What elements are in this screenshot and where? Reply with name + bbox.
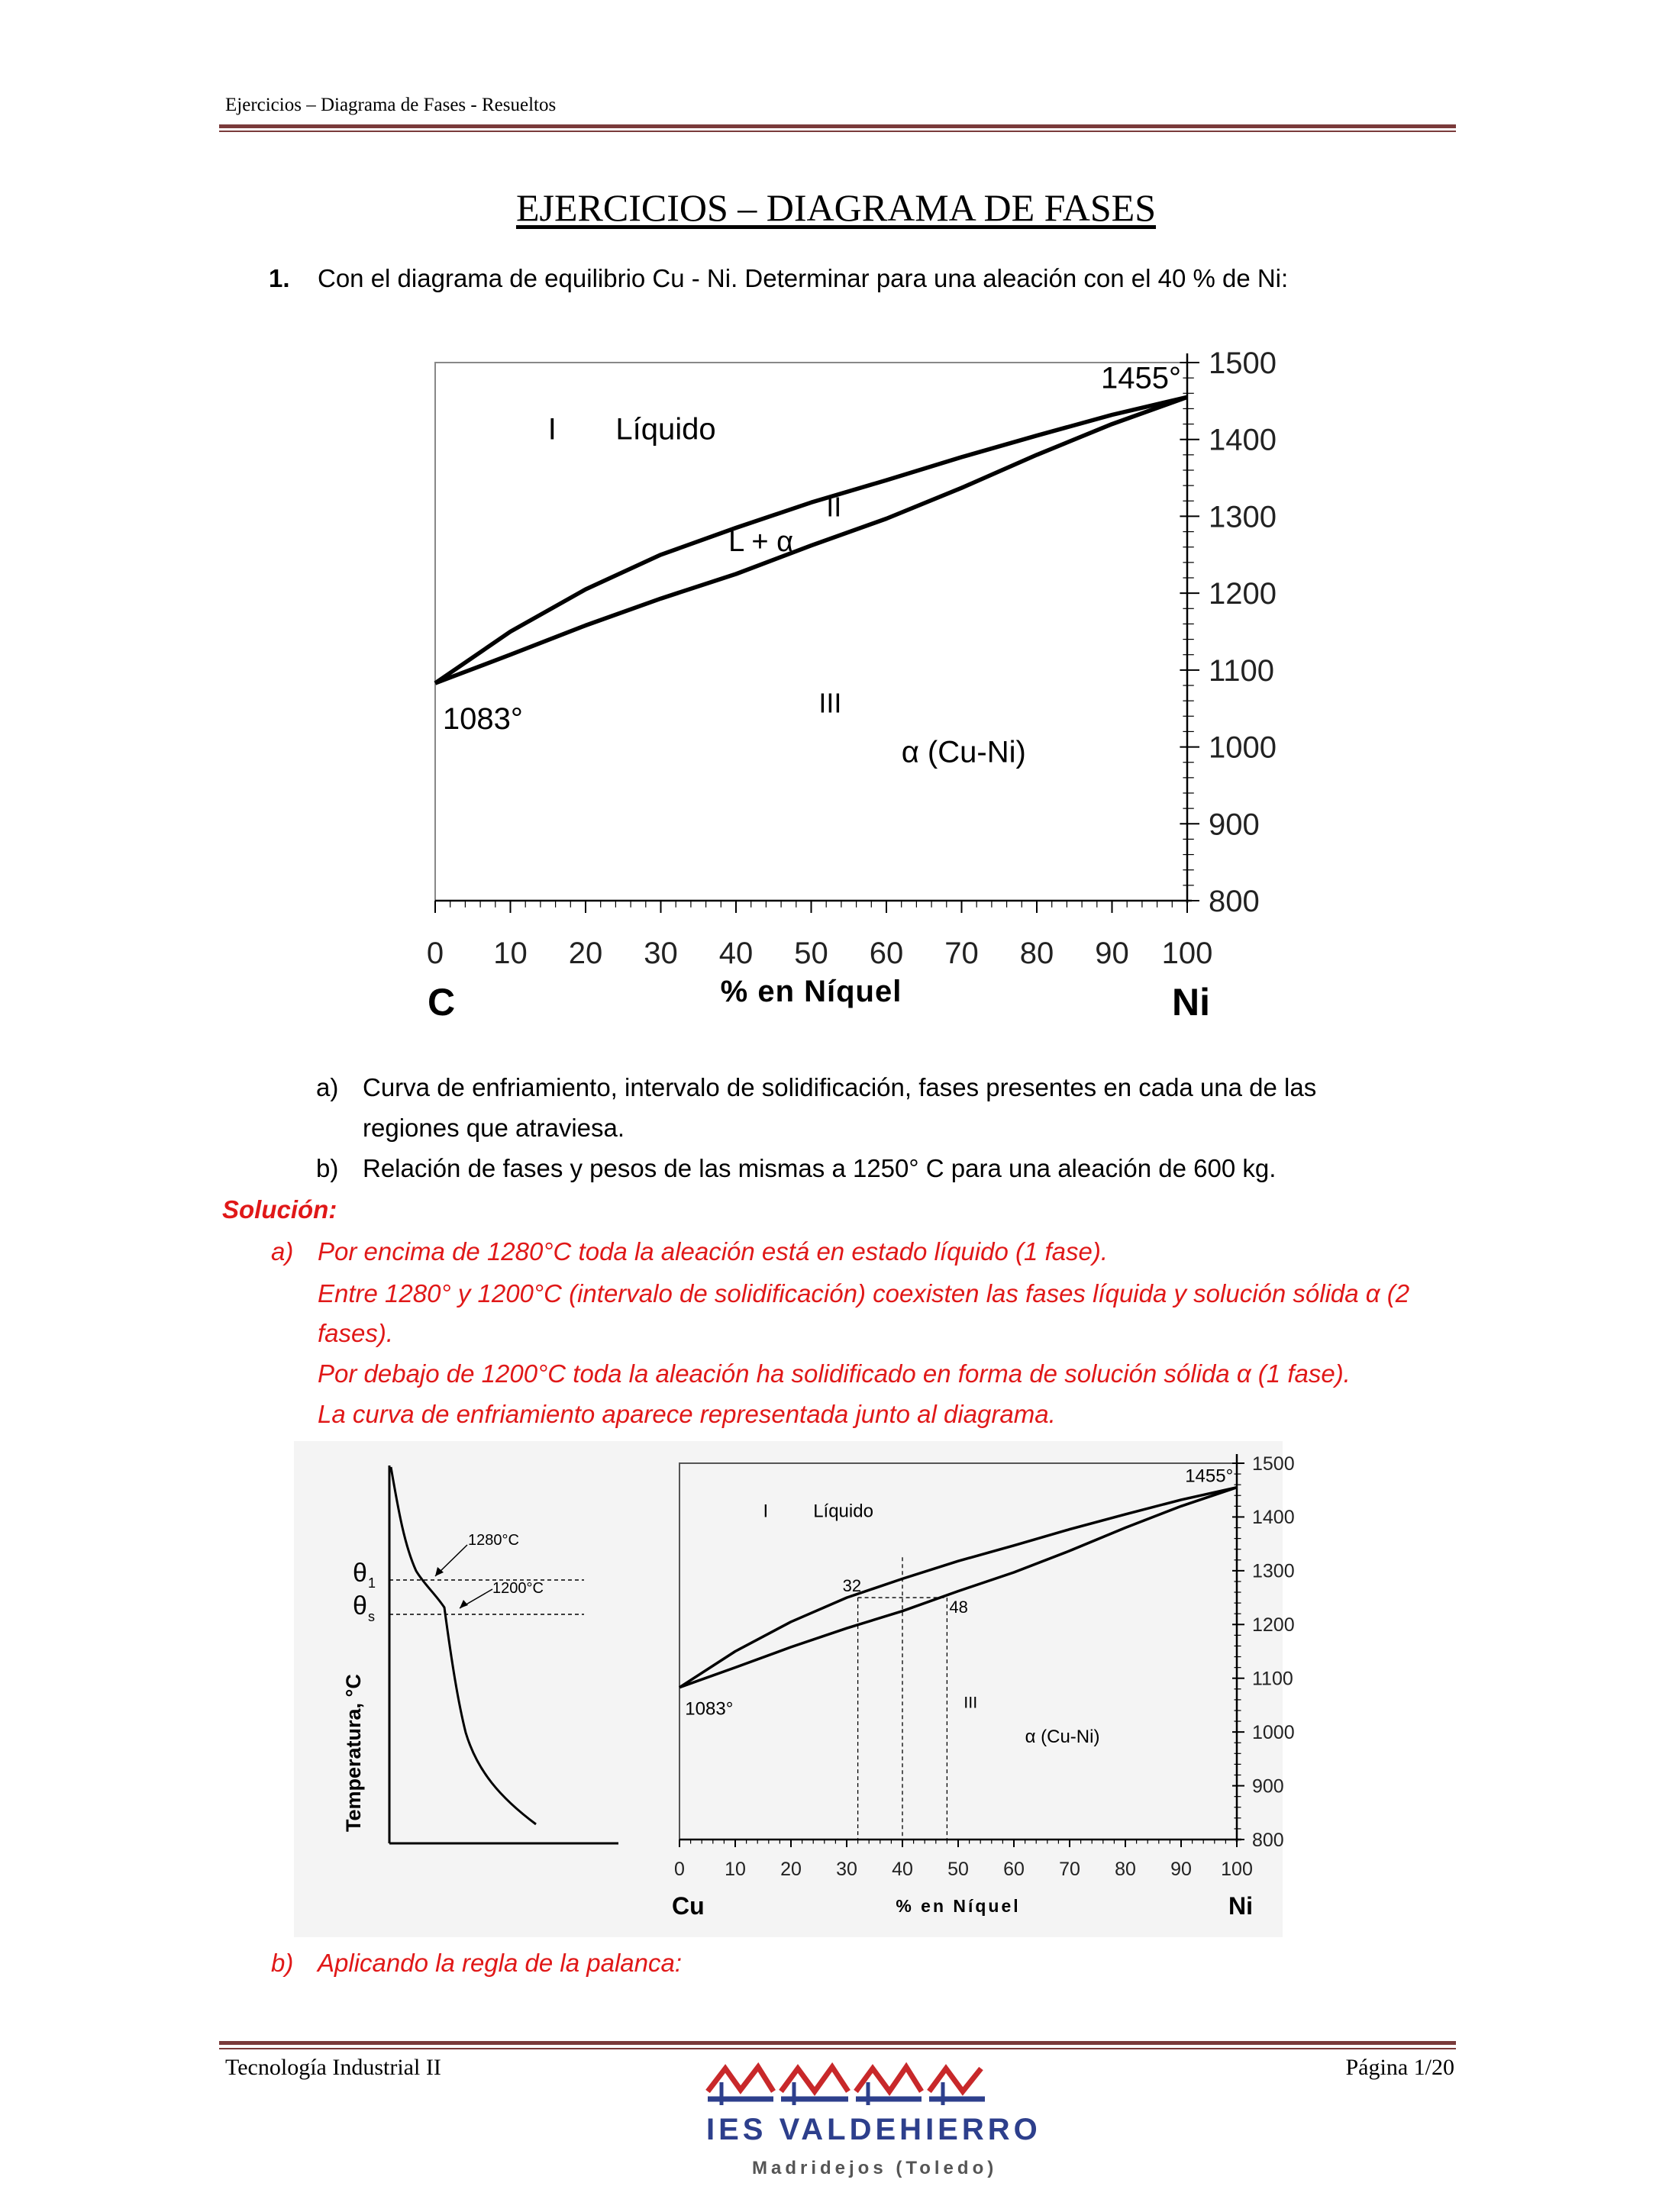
x-tick-label: 40 bbox=[892, 1859, 913, 1880]
school-logo bbox=[699, 2052, 1041, 2212]
x-tick-label: 100 bbox=[1221, 1859, 1253, 1880]
region-I-label: I bbox=[763, 1501, 769, 1522]
x-tick-label: 20 bbox=[568, 937, 603, 970]
x-axis-label: % en Níquel bbox=[896, 1896, 1021, 1916]
region-III-label: III bbox=[818, 687, 842, 719]
y-tick-label: 1000 bbox=[1209, 730, 1277, 765]
arrowhead-1200 bbox=[460, 1600, 468, 1608]
liquid-label: Líquido bbox=[813, 1501, 873, 1522]
x-tick-label: 100 bbox=[1161, 937, 1213, 970]
y-tick-label: 1100 bbox=[1252, 1668, 1293, 1690]
y-tick-label: 1100 bbox=[1209, 653, 1275, 688]
region-II-label: II bbox=[826, 491, 842, 523]
solution-a-line2: Entre 1280° y 1200°C (intervalo de solidificación) coexisten las fases líquida y solución sólida α (2 bbox=[318, 1279, 1410, 1308]
y-tick-label: 1200 bbox=[1209, 577, 1277, 611]
right-component-label: Ni bbox=[1172, 981, 1210, 1024]
right-component-label: Ni bbox=[1228, 1892, 1253, 1920]
cu-melting-point: 1083° bbox=[685, 1698, 734, 1720]
y-tick-label: 1300 bbox=[1209, 500, 1277, 534]
region-I-label: I bbox=[547, 412, 557, 447]
cooling-curve bbox=[328, 1450, 634, 1847]
item-b-label: b) bbox=[316, 1154, 339, 1182]
x-tick-label: 10 bbox=[725, 1859, 746, 1880]
solution-b-label: b) bbox=[271, 1949, 294, 1977]
y-tick-label: 900 bbox=[1252, 1775, 1284, 1798]
solid-solution-label: α (Cu-Ni) bbox=[1025, 1727, 1100, 1748]
liquid-label: Líquido bbox=[615, 412, 716, 447]
logo-name: IES VALDEHIERRO bbox=[706, 2113, 1041, 2146]
solution-heading: Solución: bbox=[222, 1195, 337, 1224]
solid-composition-value: 32 bbox=[842, 1576, 862, 1596]
cooling-label-1200: 1200°C bbox=[492, 1580, 544, 1597]
item-a-label: a) bbox=[316, 1073, 339, 1101]
cu-melting-point: 1083° bbox=[442, 701, 523, 736]
item-a-line1: Curva de enfriamiento, intervalo de solidificación, fases presentes en cada una de las bbox=[363, 1073, 1317, 1101]
x-tick-label: 90 bbox=[1170, 1859, 1192, 1880]
footer-rule bbox=[219, 2041, 1456, 2045]
thetas-symbol: θ bbox=[353, 1591, 367, 1620]
y-tick-label: 800 bbox=[1209, 885, 1260, 918]
running-header: Ejercicios – Diagrama de Fases - Resueltos bbox=[225, 95, 557, 115]
theta1-symbol: θ bbox=[353, 1559, 367, 1588]
header-rule bbox=[219, 124, 1456, 128]
left-component-label: Cu bbox=[672, 1892, 705, 1920]
thetas-subscript: s bbox=[368, 1609, 375, 1624]
y-tick-label: 1400 bbox=[1209, 423, 1277, 457]
x-tick-label: 70 bbox=[1059, 1859, 1080, 1880]
cooling-line bbox=[391, 1467, 536, 1824]
cooling-ylabel: Temperatura, °C bbox=[342, 1674, 365, 1832]
y-tick-label: 1500 bbox=[1252, 1453, 1295, 1475]
phase-diagram-1 bbox=[397, 328, 1313, 1030]
solution-a-line3: fases). bbox=[318, 1319, 394, 1347]
theta1-subscript: 1 bbox=[368, 1575, 376, 1591]
x-tick-label: 50 bbox=[947, 1859, 969, 1880]
solution-a-line5: La curva de enfriamiento aparece representada junto al diagrama. bbox=[318, 1400, 1056, 1428]
x-tick-label: 50 bbox=[794, 937, 828, 970]
x-tick-label: 30 bbox=[836, 1859, 857, 1880]
y-tick-label: 1200 bbox=[1252, 1614, 1295, 1636]
cooling-label-1280: 1280°C bbox=[468, 1532, 519, 1549]
x-tick-label: 10 bbox=[493, 937, 528, 970]
logo-subtitle: Madridejos (Toledo) bbox=[752, 2158, 998, 2178]
left-component-label: C bbox=[428, 981, 456, 1024]
two-phase-label: L + α bbox=[728, 525, 794, 558]
diagram-1-content bbox=[427, 347, 1277, 1024]
solution-a-line1: Por encima de 1280°C toda la aleación está en estado líquido (1 fase). bbox=[318, 1237, 1109, 1266]
solution-a-line4: Por debajo de 1200°C toda la aleación ha solidificado en forma de solución sólida α (1 fase). bbox=[318, 1359, 1351, 1388]
x-tick-label: 20 bbox=[780, 1859, 802, 1880]
x-tick-label: 0 bbox=[426, 937, 444, 970]
y-tick-label: 1000 bbox=[1252, 1721, 1295, 1743]
y-tick-label: 800 bbox=[1252, 1829, 1284, 1851]
x-tick-label: 80 bbox=[1115, 1859, 1136, 1880]
ni-melting-point: 1455° bbox=[1185, 1466, 1234, 1487]
solution-a-label: a) bbox=[271, 1237, 294, 1266]
x-tick-label: 60 bbox=[869, 937, 904, 970]
diagram-2-content bbox=[672, 1453, 1295, 1920]
region-III-label: III bbox=[963, 1692, 978, 1712]
header-rule-thin bbox=[219, 131, 1456, 132]
ni-melting-point: 1455° bbox=[1101, 361, 1181, 395]
x-axis-label: % en Níquel bbox=[720, 975, 902, 1008]
x-tick-label: 80 bbox=[1019, 937, 1054, 970]
logo-roof-graphic bbox=[708, 2067, 985, 2105]
y-tick-label: 900 bbox=[1209, 808, 1260, 842]
x-tick-label: 60 bbox=[1003, 1859, 1025, 1880]
x-tick-label: 0 bbox=[674, 1859, 685, 1880]
question-number: 1. bbox=[269, 264, 290, 292]
solid-solution-label: α (Cu-Ni) bbox=[901, 735, 1026, 769]
x-tick-label: 70 bbox=[944, 937, 979, 970]
phase-diagram-2 bbox=[657, 1439, 1295, 1927]
y-tick-label: 1400 bbox=[1252, 1507, 1295, 1529]
liquid-composition-value: 48 bbox=[949, 1598, 968, 1617]
arrowhead-1280 bbox=[435, 1567, 444, 1576]
item-a-line2: regiones que atraviesa. bbox=[363, 1114, 625, 1142]
y-tick-label: 1500 bbox=[1209, 347, 1277, 380]
question-text: Con el diagrama de equilibrio Cu - Ni. Determinar para una aleación con el 40 % de Ni: bbox=[318, 264, 1289, 292]
x-tick-label: 90 bbox=[1095, 937, 1129, 970]
footer-page-number: Página 1/20 bbox=[1345, 2055, 1454, 2080]
footer-course: Tecnología Industrial II bbox=[225, 2055, 441, 2080]
solution-b-text: Aplicando la regla de la palanca: bbox=[318, 1949, 683, 1977]
footer-rule-thin bbox=[219, 2048, 1456, 2049]
page-title: EJERCICIOS – DIAGRAMA DE FASES bbox=[515, 186, 1157, 229]
y-tick-label: 1300 bbox=[1252, 1560, 1295, 1582]
item-b-line1: Relación de fases y pesos de las mismas a 1250° C para una aleación de 600 kg. bbox=[363, 1154, 1277, 1182]
x-tick-label: 40 bbox=[718, 937, 754, 970]
x-tick-label: 30 bbox=[644, 937, 678, 970]
